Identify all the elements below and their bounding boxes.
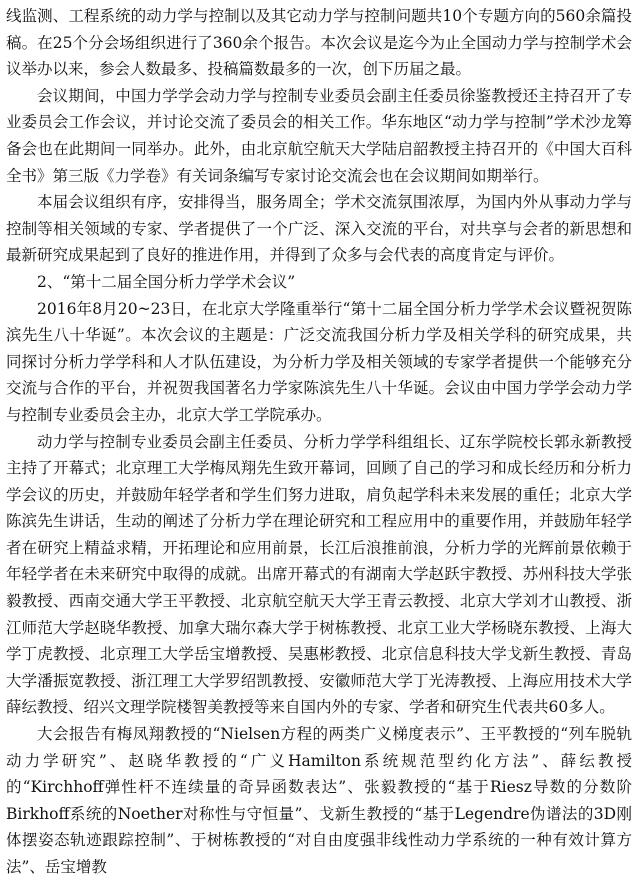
section-heading-analytical-mechanics: 2、“第十二届全国分析力学学术会议” [37, 272, 296, 291]
paragraph-committee-meeting: 会议期间，中国力学学会动力学与控制专业委员会副主任委员徐鉴教授还主持召开了专业委员会工作会议，并讨论交流了委员会的相关工作。华东地区“动力学与控制”学术沙龙筹备会也在此期间一同举办。此外，由北京航空航天大学陆启韶教授主持召开的《中国大百科全书》第三版《力学卷》有关词条编写专家讨论交流会也在会议期间如期举行。 [6, 86, 632, 185]
paragraph-keynote-reports: 大会报告有梅凤翔教授的“Nielsen方程的两类广义梯度表示”、王平教授的“列车脱轨动力学研究”、赵晓华教授的“广义Hamilton系统规范型约化方法”、薛纭教授的“Kirchhoff弹性杆不连续量的奇异函数表达”、张毅教授的“基于Riesz导数的分数阶Birkhoff系统的Noether对称性与守恒量”、戈新生教授的“基于Legendre伪谱法的3D刚体摆姿态轨迹跟踪控制”、于树栋教授的“对自由度强非线性动力学系统的一种有效计算方法”、岳宝增教 [6, 725, 632, 876]
paragraph-conference-intro: 2016年8月20~23日，在北京大学隆重举行“第十二届全国分析力学学术会议暨祝贺陈滨先生八十华诞”。本次会议的主题是：广泛交流我国分析力学及相关学科的研究成果，共同探讨分析力学学科和人才队伍建设，为分析力学及相关领域的专家学者提供一个能够充分交流与合作的平台，并祝贺我国著名力学家陈滨先生八十华诞。会议由中国力学学会动力学与控制专业委员会主办，北京大学工学院承办。 [6, 299, 632, 424]
paragraph-opening-ceremony: 动力学与控制专业委员会副主任委员、分析力学学科组组长、辽东学院校长郭永新教授主持了开幕式；北京理工大学梅凤翔先生致开幕词，回顾了自己的学习和成长经历和分析力学会议的历史，并鼓励年轻学者和学生们努力进取，肩负起学科未来发展的重任；北京大学陈滨先生讲话，生动的阐述了分析力学在理论研究和工程应用中的重要作用，并鼓励年轻学者在研究上精益求精，开拓理论和应用前景，长江后浪推前浪，分析力学的光辉前景依赖于年轻学者在未来研究中取得的成就。出席开幕式的有湖南大学赵跃宇教授、苏州科技大学张毅教授、西南交通大学王平教授、北京航空航天大学王青云教授、北京大学刘才山教授、浙江师范大学赵晓华教授、加拿大瑞尔森大学于树栋教授、北京工业大学杨晓东教授、上海大学丁虎教授、北京理工大学岳宝增教授、吴惠彬教授、北京信息科技大学戈新生教授、青岛大学潘振宽教授、浙江理工大学罗绍凯教授、安徽师范大学丁光涛教授、上海应用技术大学薛纭教授、绍兴文理学院楼智美教授等来自国内外的专家、学者和研究生代表共60多人。 [6, 432, 632, 717]
paragraph-conference-summary: 本届会议组织有序，安排得当，服务周全；学术交流氛围浓厚，为国内外从事动力学与控制等相关领域的专家、学者提供了一个广泛、深入交流的平台，对共享与会者的新思想和最新研究成果起到了良好的推进作用，并得到了众多与会代表的高度肯定与评价。 [6, 193, 632, 265]
paragraph-continuation: 线监测、工程系统的动力学与控制以及其它动力学与控制问题共10个专题方向的560余篇投稿。在25个分会场组织进行了360余个报告。本次会议是迄今为止全国动力学与控制学术会议举办以来，参会人数最多、投稿篇数最多的一次，创下历届之最。 [6, 7, 632, 79]
